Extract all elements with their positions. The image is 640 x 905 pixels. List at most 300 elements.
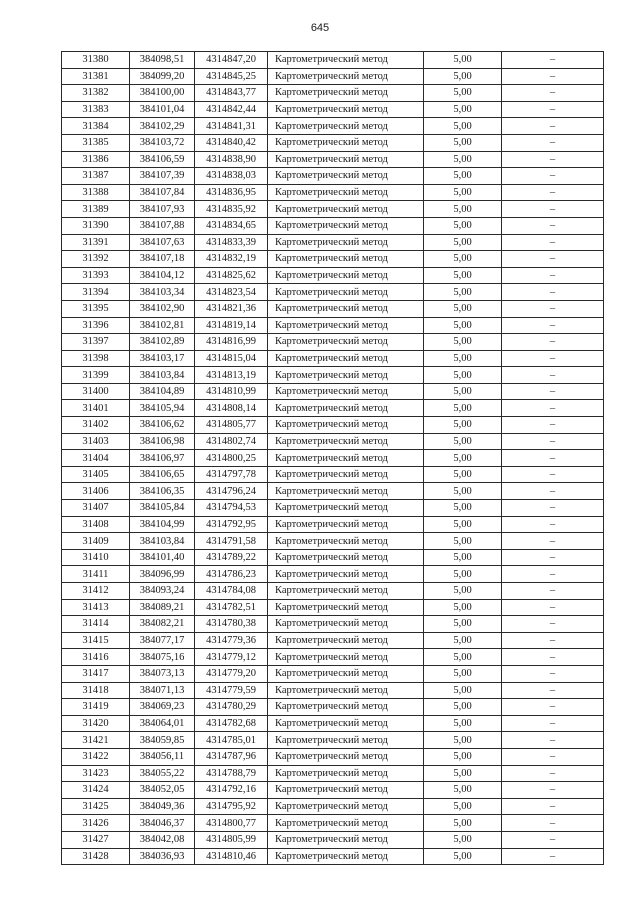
description-cell: –	[502, 632, 604, 649]
x-coordinate-cell: 384082,21	[130, 616, 195, 633]
table-row	[62, 533, 604, 550]
accuracy-cell: 5,00	[424, 632, 502, 649]
accuracy-cell: 5,00	[424, 85, 502, 102]
description-cell: –	[502, 699, 604, 716]
method-cell: Картометрический метод	[268, 715, 424, 732]
method-cell: Картометрический метод	[268, 566, 424, 583]
x-coordinate-cell: 384075,16	[130, 649, 195, 666]
point-number-cell: 31419	[62, 699, 130, 716]
description-cell: –	[502, 549, 604, 566]
point-number-cell: 31425	[62, 798, 130, 815]
point-number-cell: 31409	[62, 533, 130, 550]
accuracy-cell: 5,00	[424, 168, 502, 185]
description-cell: –	[502, 334, 604, 351]
accuracy-cell: 5,00	[424, 350, 502, 367]
point-number-cell: 31391	[62, 234, 130, 251]
method-cell: Картометрический метод	[268, 217, 424, 234]
description-cell: –	[502, 350, 604, 367]
point-number-cell: 31383	[62, 101, 130, 118]
table-row	[62, 599, 604, 616]
description-cell: –	[502, 118, 604, 135]
point-number-cell: 31397	[62, 334, 130, 351]
x-coordinate-cell: 384102,29	[130, 118, 195, 135]
point-number-cell: 31403	[62, 433, 130, 450]
y-coordinate-cell: 4314789,22	[195, 549, 268, 566]
coordinates-table	[61, 51, 604, 865]
y-coordinate-cell: 4314795,92	[195, 798, 268, 815]
accuracy-cell: 5,00	[424, 433, 502, 450]
x-coordinate-cell: 384071,13	[130, 682, 195, 699]
accuracy-cell: 5,00	[424, 400, 502, 417]
accuracy-cell: 5,00	[424, 184, 502, 201]
x-coordinate-cell: 384089,21	[130, 599, 195, 616]
y-coordinate-cell: 4314792,16	[195, 782, 268, 799]
method-cell: Картометрический метод	[268, 68, 424, 85]
y-coordinate-cell: 4314782,51	[195, 599, 268, 616]
table-row	[62, 782, 604, 799]
y-coordinate-cell: 4314800,77	[195, 815, 268, 832]
method-cell: Картометрический метод	[268, 649, 424, 666]
y-coordinate-cell: 4314779,20	[195, 665, 268, 682]
description-cell: –	[502, 367, 604, 384]
method-cell: Картометрический метод	[268, 848, 424, 865]
x-coordinate-cell: 384093,24	[130, 583, 195, 600]
description-cell: –	[502, 134, 604, 151]
x-coordinate-cell: 384056,11	[130, 748, 195, 765]
x-coordinate-cell: 384106,97	[130, 450, 195, 467]
table-row	[62, 831, 604, 848]
accuracy-cell: 5,00	[424, 798, 502, 815]
x-coordinate-cell: 384103,84	[130, 367, 195, 384]
description-cell: –	[502, 533, 604, 550]
method-cell: Картометрический метод	[268, 317, 424, 334]
description-cell: –	[502, 831, 604, 848]
point-number-cell: 31393	[62, 267, 130, 284]
description-cell: –	[502, 52, 604, 69]
x-coordinate-cell: 384107,93	[130, 201, 195, 218]
description-cell: –	[502, 566, 604, 583]
x-coordinate-cell: 384105,84	[130, 500, 195, 517]
table-row	[62, 699, 604, 716]
method-cell: Картометрический метод	[268, 815, 424, 832]
table-row	[62, 168, 604, 185]
description-cell: –	[502, 400, 604, 417]
point-number-cell: 31428	[62, 848, 130, 865]
method-cell: Картометрический метод	[268, 417, 424, 434]
table-row	[62, 184, 604, 201]
x-coordinate-cell: 384103,34	[130, 284, 195, 301]
y-coordinate-cell: 4314810,46	[195, 848, 268, 865]
accuracy-cell: 5,00	[424, 201, 502, 218]
x-coordinate-cell: 384101,40	[130, 549, 195, 566]
table-row	[62, 85, 604, 102]
description-cell: –	[502, 151, 604, 168]
y-coordinate-cell: 4314805,77	[195, 417, 268, 434]
table-row	[62, 732, 604, 749]
y-coordinate-cell: 4314825,62	[195, 267, 268, 284]
y-coordinate-cell: 4314794,53	[195, 500, 268, 517]
method-cell: Картометрический метод	[268, 765, 424, 782]
method-cell: Картометрический метод	[268, 134, 424, 151]
accuracy-cell: 5,00	[424, 251, 502, 268]
x-coordinate-cell: 384103,84	[130, 533, 195, 550]
x-coordinate-cell: 384106,35	[130, 483, 195, 500]
description-cell: –	[502, 168, 604, 185]
x-coordinate-cell: 384055,22	[130, 765, 195, 782]
description-cell: –	[502, 68, 604, 85]
y-coordinate-cell: 4314823,54	[195, 284, 268, 301]
x-coordinate-cell: 384073,13	[130, 665, 195, 682]
x-coordinate-cell: 384107,84	[130, 184, 195, 201]
accuracy-cell: 5,00	[424, 831, 502, 848]
method-cell: Картометрический метод	[268, 665, 424, 682]
description-cell: –	[502, 433, 604, 450]
method-cell: Картометрический метод	[268, 831, 424, 848]
y-coordinate-cell: 4314845,25	[195, 68, 268, 85]
method-cell: Картометрический метод	[268, 367, 424, 384]
description-cell: –	[502, 500, 604, 517]
x-coordinate-cell: 384105,94	[130, 400, 195, 417]
description-cell: –	[502, 599, 604, 616]
method-cell: Картометрический метод	[268, 400, 424, 417]
point-number-cell: 31407	[62, 500, 130, 517]
y-coordinate-cell: 4314832,19	[195, 251, 268, 268]
point-number-cell: 31380	[62, 52, 130, 69]
accuracy-cell: 5,00	[424, 383, 502, 400]
method-cell: Картометрический метод	[268, 85, 424, 102]
method-cell: Картометрический метод	[268, 632, 424, 649]
x-coordinate-cell: 384104,12	[130, 267, 195, 284]
accuracy-cell: 5,00	[424, 466, 502, 483]
accuracy-cell: 5,00	[424, 549, 502, 566]
x-coordinate-cell: 384106,59	[130, 151, 195, 168]
table-row	[62, 52, 604, 69]
accuracy-cell: 5,00	[424, 450, 502, 467]
accuracy-cell: 5,00	[424, 284, 502, 301]
description-cell: –	[502, 649, 604, 666]
point-number-cell: 31398	[62, 350, 130, 367]
accuracy-cell: 5,00	[424, 715, 502, 732]
accuracy-cell: 5,00	[424, 101, 502, 118]
point-number-cell: 31389	[62, 201, 130, 218]
table-row	[62, 383, 604, 400]
description-cell: –	[502, 201, 604, 218]
description-cell: –	[502, 184, 604, 201]
description-cell: –	[502, 798, 604, 815]
method-cell: Картометрический метод	[268, 334, 424, 351]
x-coordinate-cell: 384102,90	[130, 300, 195, 317]
table-row	[62, 848, 604, 865]
point-number-cell: 31405	[62, 466, 130, 483]
accuracy-cell: 5,00	[424, 765, 502, 782]
page-number: 645	[310, 22, 330, 34]
table-row	[62, 433, 604, 450]
method-cell: Картометрический метод	[268, 500, 424, 517]
y-coordinate-cell: 4314810,99	[195, 383, 268, 400]
description-cell: –	[502, 748, 604, 765]
point-number-cell: 31399	[62, 367, 130, 384]
x-coordinate-cell: 384106,62	[130, 417, 195, 434]
method-cell: Картометрический метод	[268, 699, 424, 716]
point-number-cell: 31424	[62, 782, 130, 799]
accuracy-cell: 5,00	[424, 317, 502, 334]
x-coordinate-cell: 384106,65	[130, 466, 195, 483]
point-number-cell: 31382	[62, 85, 130, 102]
x-coordinate-cell: 384106,98	[130, 433, 195, 450]
description-cell: –	[502, 782, 604, 799]
y-coordinate-cell: 4314784,08	[195, 583, 268, 600]
accuracy-cell: 5,00	[424, 649, 502, 666]
description-cell: –	[502, 732, 604, 749]
x-coordinate-cell: 384077,17	[130, 632, 195, 649]
y-coordinate-cell: 4314838,03	[195, 168, 268, 185]
table-row	[62, 649, 604, 666]
x-coordinate-cell: 384059,85	[130, 732, 195, 749]
accuracy-cell: 5,00	[424, 367, 502, 384]
y-coordinate-cell: 4314836,95	[195, 184, 268, 201]
method-cell: Картометрический метод	[268, 450, 424, 467]
table-row	[62, 450, 604, 467]
x-coordinate-cell: 384103,72	[130, 134, 195, 151]
table-row	[62, 815, 604, 832]
description-cell: –	[502, 417, 604, 434]
x-coordinate-cell: 384046,37	[130, 815, 195, 832]
table-row	[62, 284, 604, 301]
point-number-cell: 31422	[62, 748, 130, 765]
description-cell: –	[502, 267, 604, 284]
description-cell: –	[502, 848, 604, 865]
y-coordinate-cell: 4314805,99	[195, 831, 268, 848]
x-coordinate-cell: 384042,08	[130, 831, 195, 848]
point-number-cell: 31418	[62, 682, 130, 699]
accuracy-cell: 5,00	[424, 665, 502, 682]
x-coordinate-cell: 384104,89	[130, 383, 195, 400]
y-coordinate-cell: 4314808,14	[195, 400, 268, 417]
description-cell: –	[502, 450, 604, 467]
method-cell: Картометрический метод	[268, 383, 424, 400]
point-number-cell: 31427	[62, 831, 130, 848]
x-coordinate-cell: 384107,63	[130, 234, 195, 251]
y-coordinate-cell: 4314780,29	[195, 699, 268, 716]
accuracy-cell: 5,00	[424, 151, 502, 168]
x-coordinate-cell: 384107,88	[130, 217, 195, 234]
y-coordinate-cell: 4314835,92	[195, 201, 268, 218]
point-number-cell: 31423	[62, 765, 130, 782]
accuracy-cell: 5,00	[424, 217, 502, 234]
method-cell: Картометрический метод	[268, 549, 424, 566]
accuracy-cell: 5,00	[424, 848, 502, 865]
table-row	[62, 483, 604, 500]
table-row	[62, 583, 604, 600]
y-coordinate-cell: 4314780,38	[195, 616, 268, 633]
y-coordinate-cell: 4314779,36	[195, 632, 268, 649]
accuracy-cell: 5,00	[424, 699, 502, 716]
table-row	[62, 665, 604, 682]
description-cell: –	[502, 85, 604, 102]
accuracy-cell: 5,00	[424, 500, 502, 517]
description-cell: –	[502, 234, 604, 251]
accuracy-cell: 5,00	[424, 300, 502, 317]
point-number-cell: 31411	[62, 566, 130, 583]
point-number-cell: 31384	[62, 118, 130, 135]
method-cell: Картометрический метод	[268, 616, 424, 633]
table-row	[62, 632, 604, 649]
description-cell: –	[502, 715, 604, 732]
table-row	[62, 134, 604, 151]
y-coordinate-cell: 4314785,01	[195, 732, 268, 749]
point-number-cell: 31400	[62, 383, 130, 400]
point-number-cell: 31426	[62, 815, 130, 832]
table-row	[62, 765, 604, 782]
method-cell: Картометрический метод	[268, 118, 424, 135]
y-coordinate-cell: 4314800,25	[195, 450, 268, 467]
point-number-cell: 31415	[62, 632, 130, 649]
y-coordinate-cell: 4314779,59	[195, 682, 268, 699]
method-cell: Картометрический метод	[268, 151, 424, 168]
description-cell: –	[502, 682, 604, 699]
y-coordinate-cell: 4314815,04	[195, 350, 268, 367]
y-coordinate-cell: 4314816,99	[195, 334, 268, 351]
table-row	[62, 217, 604, 234]
table-row	[62, 118, 604, 135]
x-coordinate-cell: 384064,01	[130, 715, 195, 732]
x-coordinate-cell: 384052,05	[130, 782, 195, 799]
y-coordinate-cell: 4314819,14	[195, 317, 268, 334]
description-cell: –	[502, 251, 604, 268]
point-number-cell: 31404	[62, 450, 130, 467]
table-row	[62, 267, 604, 284]
method-cell: Картометрический метод	[268, 184, 424, 201]
method-cell: Картометрический метод	[268, 599, 424, 616]
method-cell: Картометрический метод	[268, 748, 424, 765]
table-row	[62, 748, 604, 765]
accuracy-cell: 5,00	[424, 234, 502, 251]
method-cell: Картометрический метод	[268, 466, 424, 483]
table-row	[62, 466, 604, 483]
x-coordinate-cell: 384069,23	[130, 699, 195, 716]
description-cell: –	[502, 466, 604, 483]
description-cell: –	[502, 300, 604, 317]
y-coordinate-cell: 4314842,44	[195, 101, 268, 118]
accuracy-cell: 5,00	[424, 417, 502, 434]
accuracy-cell: 5,00	[424, 782, 502, 799]
point-number-cell: 31392	[62, 251, 130, 268]
method-cell: Картометрический метод	[268, 798, 424, 815]
table-row	[62, 715, 604, 732]
accuracy-cell: 5,00	[424, 267, 502, 284]
description-cell: –	[502, 483, 604, 500]
y-coordinate-cell: 4314821,36	[195, 300, 268, 317]
point-number-cell: 31408	[62, 516, 130, 533]
y-coordinate-cell: 4314786,23	[195, 566, 268, 583]
table-row	[62, 334, 604, 351]
y-coordinate-cell: 4314791,58	[195, 533, 268, 550]
table-row	[62, 549, 604, 566]
point-number-cell: 31406	[62, 483, 130, 500]
point-number-cell: 31395	[62, 300, 130, 317]
accuracy-cell: 5,00	[424, 334, 502, 351]
point-number-cell: 31402	[62, 417, 130, 434]
method-cell: Картометрический метод	[268, 52, 424, 69]
point-number-cell: 31416	[62, 649, 130, 666]
y-coordinate-cell: 4314843,77	[195, 85, 268, 102]
method-cell: Картометрический метод	[268, 101, 424, 118]
x-coordinate-cell: 384102,89	[130, 334, 195, 351]
accuracy-cell: 5,00	[424, 134, 502, 151]
y-coordinate-cell: 4314847,20	[195, 52, 268, 69]
y-coordinate-cell: 4314792,95	[195, 516, 268, 533]
y-coordinate-cell: 4314802,74	[195, 433, 268, 450]
point-number-cell: 31385	[62, 134, 130, 151]
table-row	[62, 798, 604, 815]
table-row	[62, 417, 604, 434]
accuracy-cell: 5,00	[424, 483, 502, 500]
method-cell: Картометрический метод	[268, 583, 424, 600]
table-row	[62, 68, 604, 85]
table-row	[62, 566, 604, 583]
method-cell: Картометрический метод	[268, 516, 424, 533]
accuracy-cell: 5,00	[424, 682, 502, 699]
table-row	[62, 151, 604, 168]
table-row	[62, 616, 604, 633]
x-coordinate-cell: 384100,00	[130, 85, 195, 102]
description-cell: –	[502, 101, 604, 118]
accuracy-cell: 5,00	[424, 533, 502, 550]
point-number-cell: 31386	[62, 151, 130, 168]
x-coordinate-cell: 384036,93	[130, 848, 195, 865]
description-cell: –	[502, 665, 604, 682]
method-cell: Картометрический метод	[268, 267, 424, 284]
method-cell: Картометрический метод	[268, 483, 424, 500]
description-cell: –	[502, 516, 604, 533]
accuracy-cell: 5,00	[424, 118, 502, 135]
table-row	[62, 400, 604, 417]
point-number-cell: 31413	[62, 599, 130, 616]
y-coordinate-cell: 4314834,65	[195, 217, 268, 234]
table-row	[62, 251, 604, 268]
table-row	[62, 201, 604, 218]
table-row	[62, 367, 604, 384]
method-cell: Картометрический метод	[268, 533, 424, 550]
accuracy-cell: 5,00	[424, 599, 502, 616]
accuracy-cell: 5,00	[424, 68, 502, 85]
x-coordinate-cell: 384102,81	[130, 317, 195, 334]
point-number-cell: 31396	[62, 317, 130, 334]
point-number-cell: 31394	[62, 284, 130, 301]
description-cell: –	[502, 383, 604, 400]
y-coordinate-cell: 4314779,12	[195, 649, 268, 666]
description-cell: –	[502, 284, 604, 301]
accuracy-cell: 5,00	[424, 732, 502, 749]
x-coordinate-cell: 384103,17	[130, 350, 195, 367]
accuracy-cell: 5,00	[424, 52, 502, 69]
accuracy-cell: 5,00	[424, 815, 502, 832]
y-coordinate-cell: 4314813,19	[195, 367, 268, 384]
x-coordinate-cell: 384101,04	[130, 101, 195, 118]
method-cell: Картометрический метод	[268, 732, 424, 749]
x-coordinate-cell: 384107,39	[130, 168, 195, 185]
method-cell: Картометрический метод	[268, 168, 424, 185]
y-coordinate-cell: 4314796,24	[195, 483, 268, 500]
y-coordinate-cell: 4314788,79	[195, 765, 268, 782]
point-number-cell: 31414	[62, 616, 130, 633]
table-row	[62, 350, 604, 367]
point-number-cell: 31381	[62, 68, 130, 85]
point-number-cell: 31390	[62, 217, 130, 234]
description-cell: –	[502, 616, 604, 633]
point-number-cell: 31421	[62, 732, 130, 749]
coordinates-table-body	[62, 52, 604, 865]
